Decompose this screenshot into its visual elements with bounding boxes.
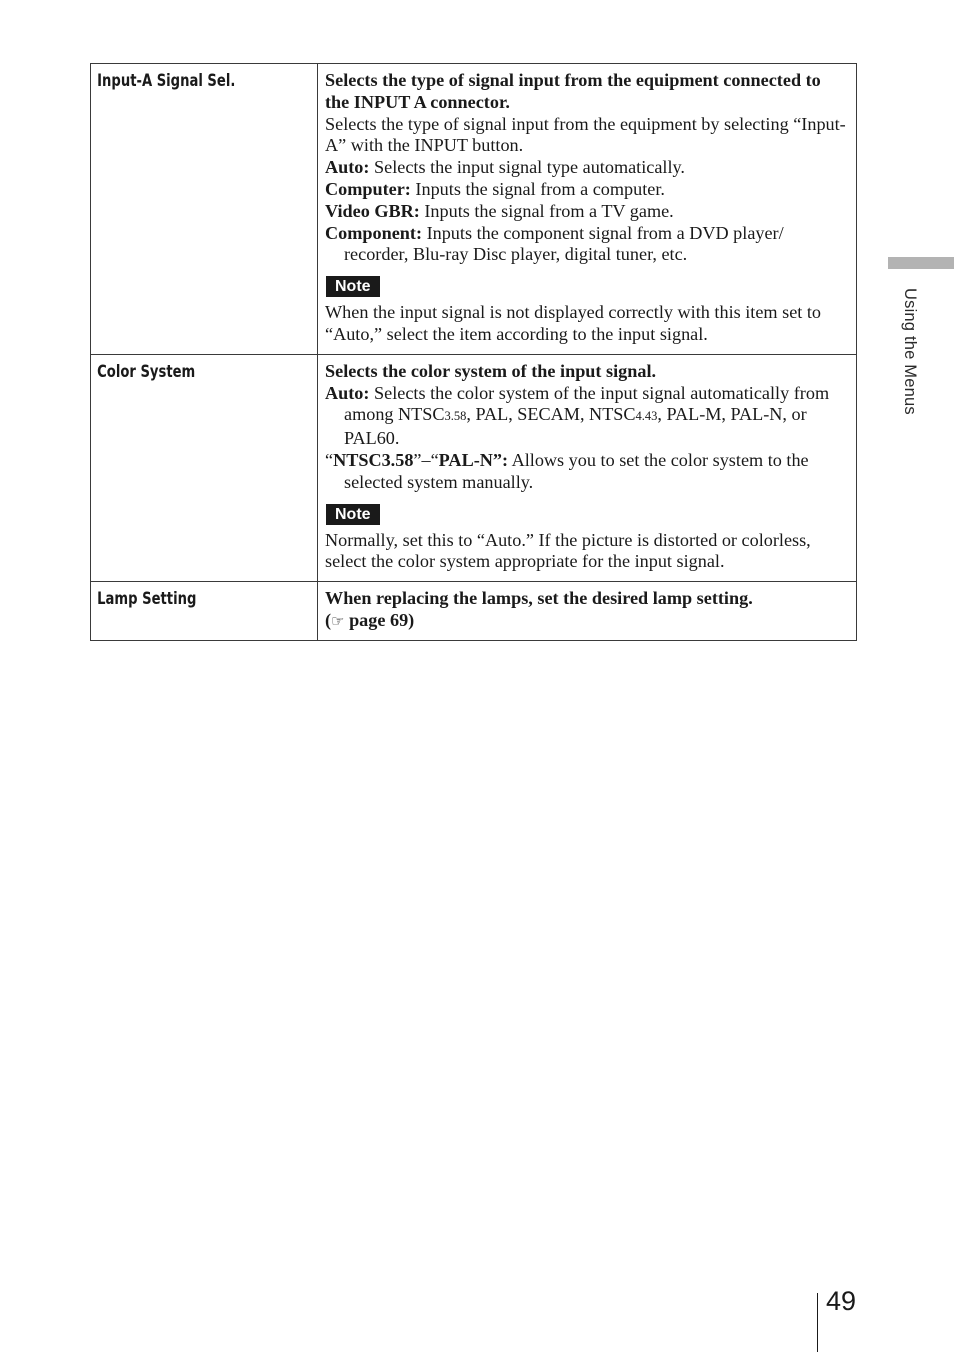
section-tab-label: Using the Menus [901,288,919,415]
note-text: When the input signal is not displayed correctly with this item set to “Auto,” select the item according to the input signal. [325,302,822,344]
item-name-cell [91,64,318,355]
option-computer: Computer: Inputs the signal from a computer. [325,178,665,199]
item-description-cell [318,64,857,355]
page-number-divider [817,1293,818,1352]
item-description-cell [318,582,857,641]
item-name-cell [91,582,318,641]
item-lead: Selects the color system of the input signal. [325,360,657,381]
item-lead: Selects the type of signal input from the equipment connected to the INPUT A connector. [325,70,821,112]
section-tab-marker [888,257,954,269]
item-name: Lamp Setting [97,589,197,610]
note-text: Normally, set this to “Auto.” If the picture is distorted or colorless, select the color system appropriate for the input signal. [325,529,811,572]
option-manual: “NTSC3.58”–“PAL-N”: Allows you to set the color system to the selected system manually. [325,449,809,492]
item-lead: When replacing the lamps, set the desired lamp setting. [325,588,753,609]
option-video-gbr: Video GBR: Inputs the signal from a TV game. [325,200,674,221]
option-auto: Auto: Selects the input signal type automatically. [325,157,685,178]
page-reference: (☞ page 69) [325,609,415,630]
item-text: Selects the type of signal input from the equipment by selecting “Input-A” with the INPUT button. [325,113,846,156]
note-badge: Note [326,276,380,297]
option-auto: Auto: Selects the color system of the input signal automatically from among NTSC3.58, PAL, SECAM, NTSC4.43, PAL-M, PAL-N, or PAL60. [325,382,830,449]
item-name: Input-A Signal Sel. [97,71,236,91]
table-row [91,354,857,581]
item-name: Color System [97,361,196,382]
item-name-cell [91,354,318,581]
page-number: 49 [826,1286,857,1316]
table-row [91,582,857,641]
menu-settings-table [90,63,857,641]
option-component: Component: Inputs the component signal from a DVD player/ recorder, Blu-ray Disc player, digital tuner, etc. [325,222,784,265]
note-badge: Note [326,504,380,525]
item-description-cell [318,354,857,581]
pointing-hand-icon: ☞ [331,611,345,630]
table-row [91,64,857,355]
